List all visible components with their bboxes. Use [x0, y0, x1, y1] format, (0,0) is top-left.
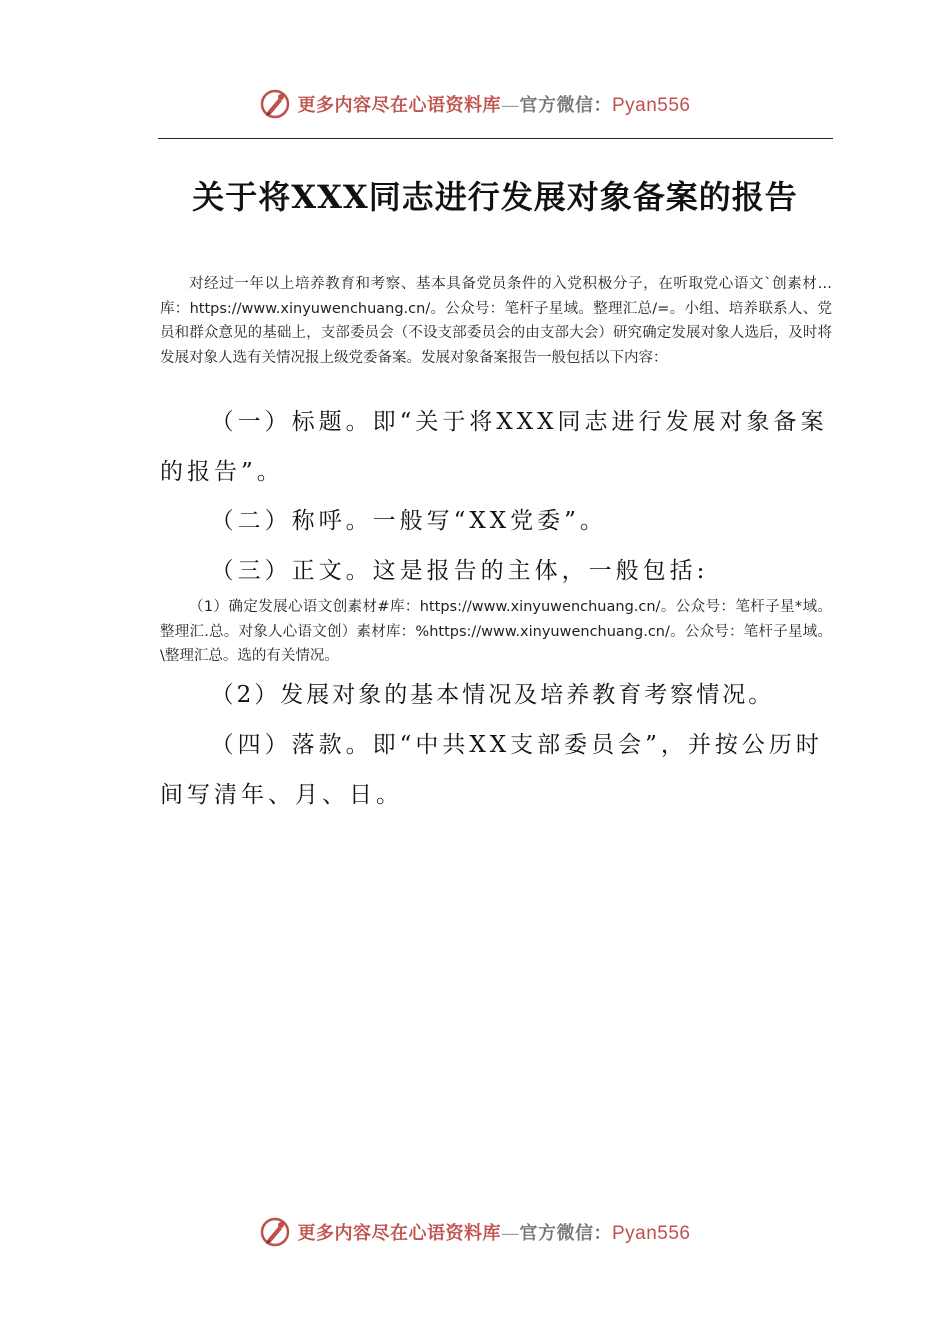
banner-text-gray: 官方微信：	[519, 1223, 612, 1244]
banner-text	[297, 91, 690, 117]
banner-text-gray: 官方微信：	[519, 95, 612, 116]
banner-dash: —	[500, 95, 520, 116]
sub-item-1: （1）确定发展心语文创素材#库：https://www.xinyuwenchuang.cn/。公众号：笔杆子星*域。整理汇.总。对象人心语文创）素材库：%https://www.xinyuwenchuang.cn/。公众号：笔杆子星域。\整理汇总。选的有关情况。	[160, 599, 832, 664]
wechat-id: Pyan556	[611, 1223, 691, 1244]
header-banner	[0, 84, 950, 124]
intro-paragraph: 对经过一年以上培养教育和考察、基本具备党员条件的入党积极分子，在听取党心语文`创素材…库：https://www.xinyuwenchuang.cn/。公众号：笔杆子星域。整理汇总/=。小组、培养联系人、党员和群众意见的基础上，支部委员会（不设支部委员会的由支部大会）研究确定发展对象人选后，及时将发展对象人选有关情况报上级党委备案。发展对象备案报告一般包括以下内容：	[160, 276, 832, 366]
footer-banner	[0, 1212, 950, 1252]
sub-item-2: （2）发展对象的基本情况及培养教育考察情况。	[210, 682, 775, 708]
wechat-id: Pyan556	[611, 95, 691, 116]
document-title: 关于将XXX同志进行发展对象备案的报告	[192, 178, 798, 216]
pen-logo-icon	[259, 1216, 291, 1248]
item-body: （三）正文。这是报告的主体，一般包括:	[210, 558, 709, 584]
banner-dash: —	[500, 1223, 520, 1244]
banner-text-red: 更多内容尽在心语资料库	[297, 1223, 501, 1244]
banner-text-red: 更多内容尽在心语资料库	[297, 95, 501, 116]
item-salutation: （二）称呼。一般写“XX党委”。	[210, 508, 607, 534]
header-rule	[158, 138, 833, 139]
item-signature: （四）落款。即“中共XX支部委员会”，并按公历时间写清年、月、日。	[160, 732, 823, 808]
item-title: （一）标题。即“关于将XXX同志进行发展对象备案的报告”。	[160, 409, 828, 485]
banner-text	[297, 1219, 690, 1245]
pen-logo-icon	[259, 88, 291, 120]
